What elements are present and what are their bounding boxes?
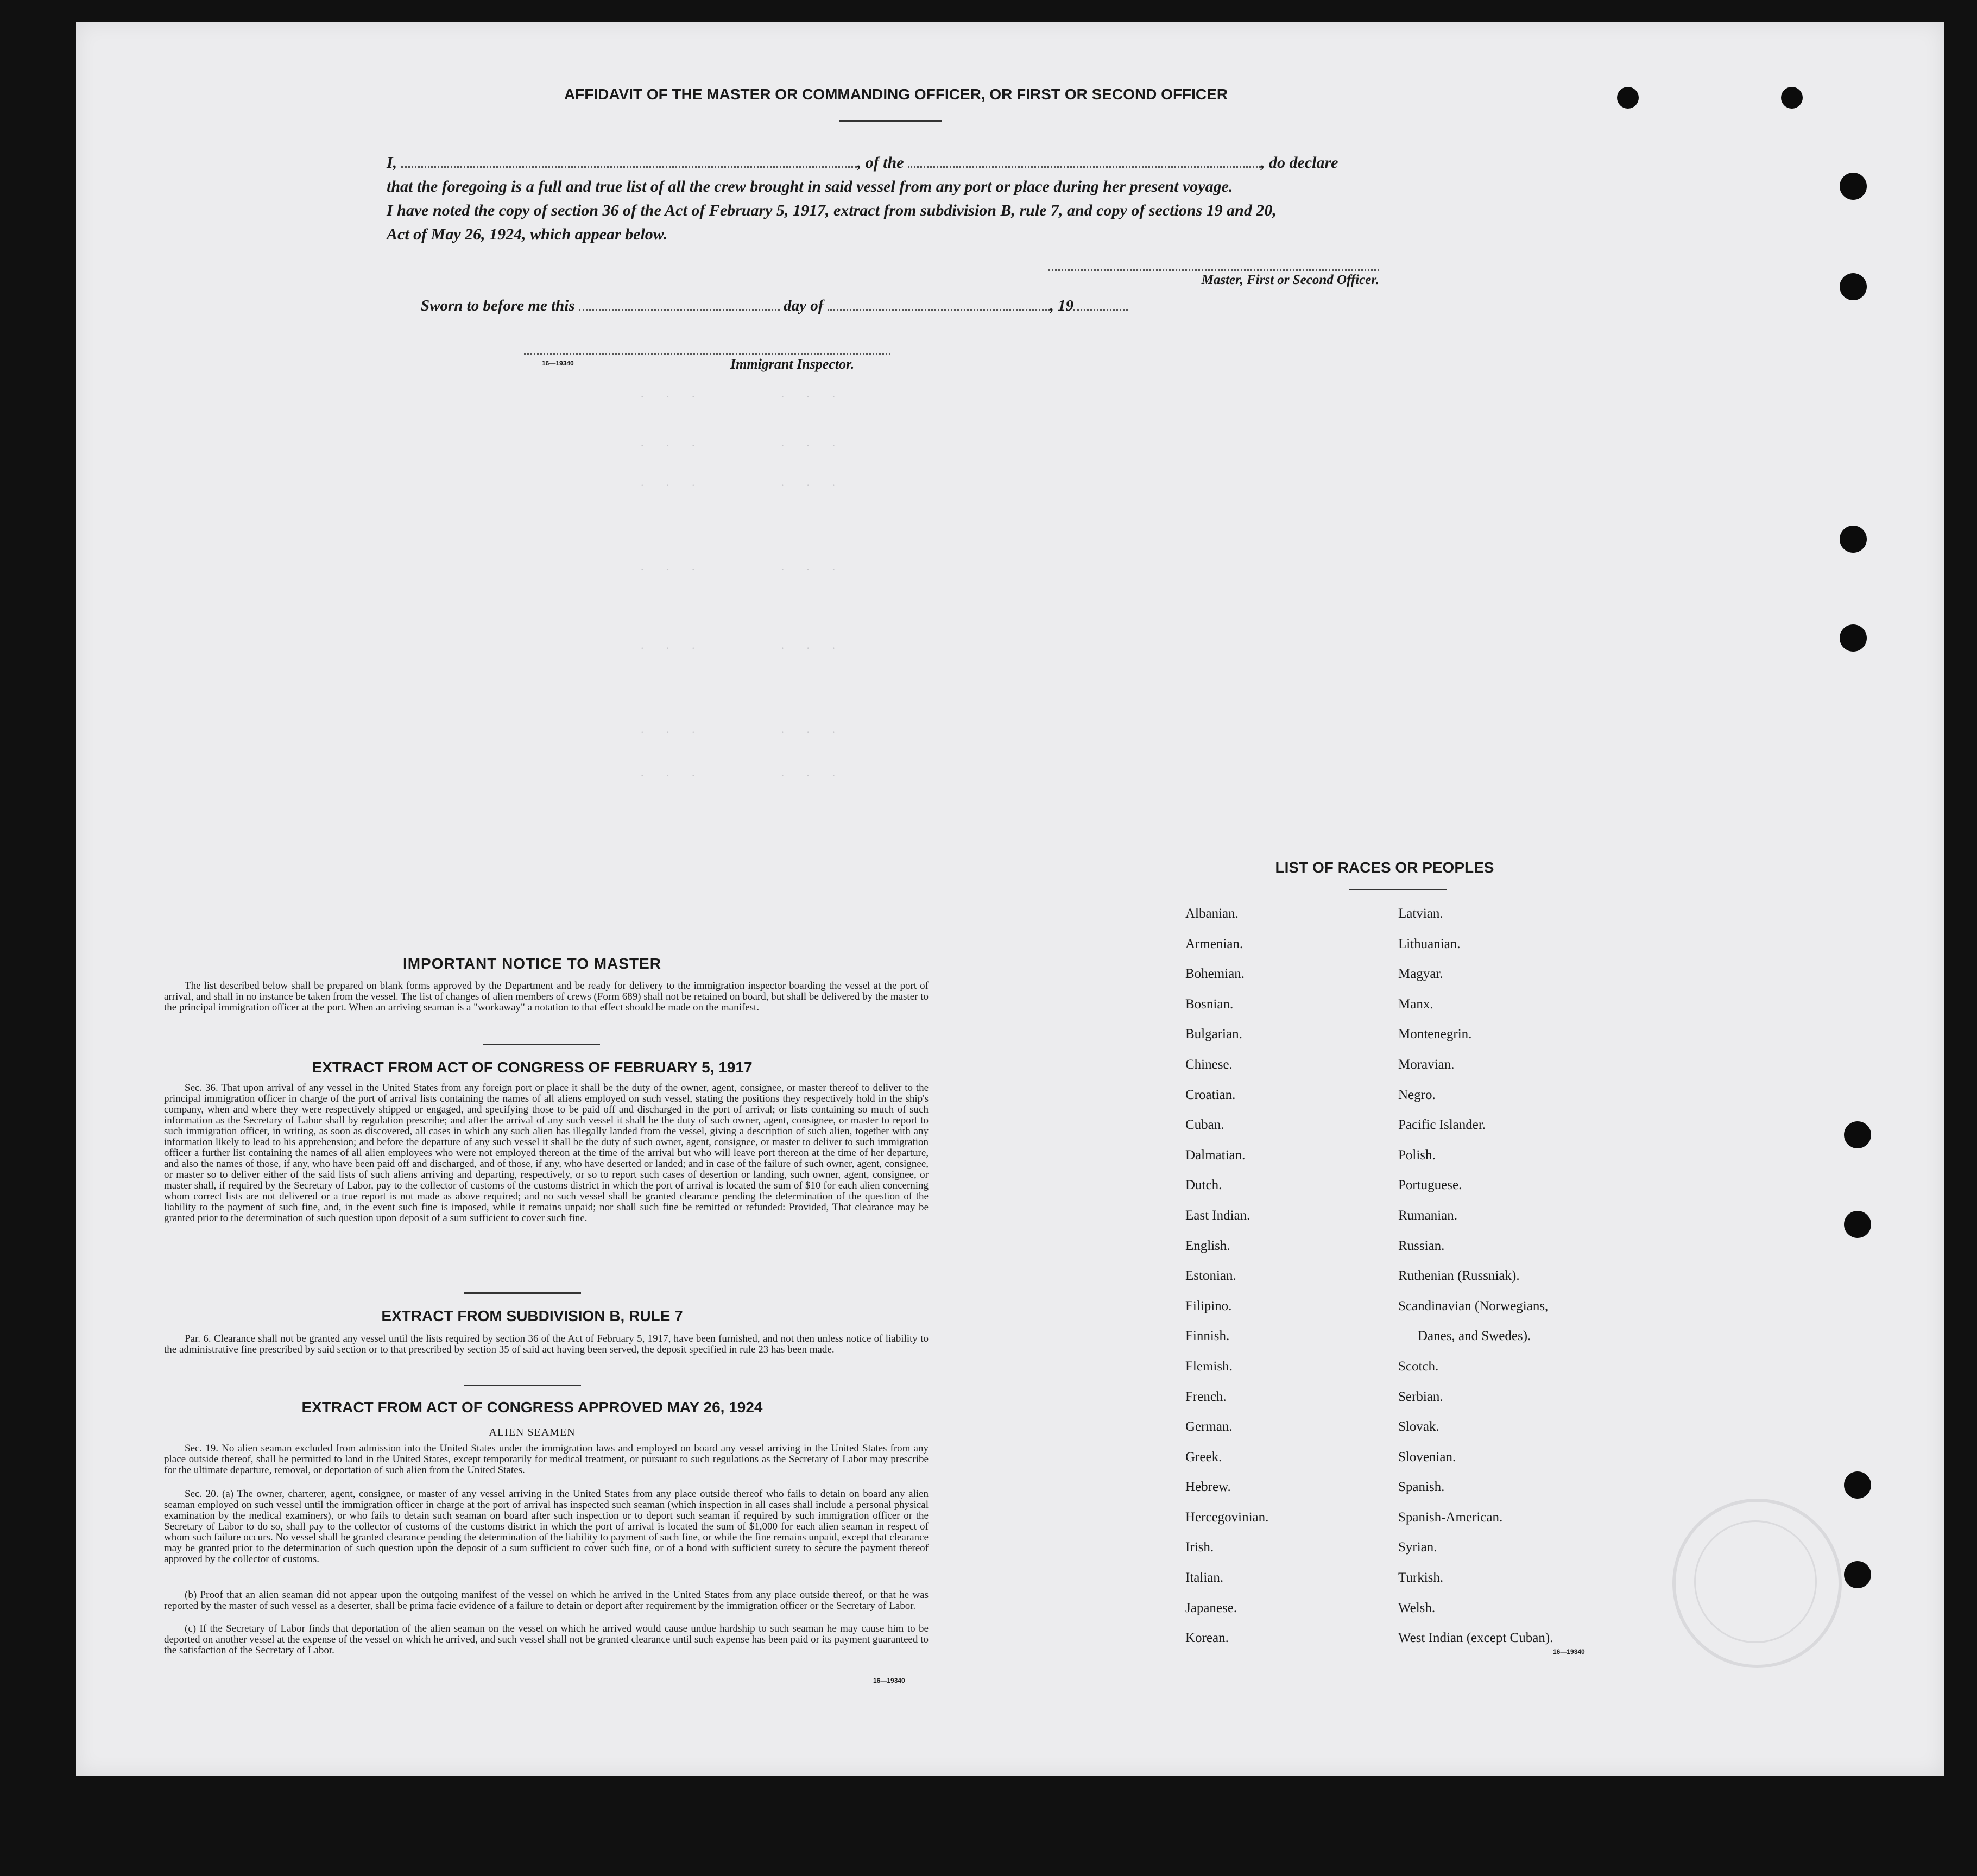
race-item: Montenegrin. [1398, 1027, 1472, 1042]
race-item: Dalmatian. [1185, 1147, 1246, 1163]
race-item: Chinese. [1185, 1057, 1233, 1072]
inspector-signature-line[interactable] [524, 353, 890, 355]
punch-hole [1781, 87, 1803, 109]
race-item: English. [1185, 1238, 1230, 1253]
extract-rule7-title: EXTRACT FROM SUBDIVISION B, RULE 7 [381, 1307, 683, 1324]
race-item: Serbian. [1398, 1389, 1443, 1404]
race-item: Korean. [1185, 1631, 1229, 1646]
extract-1924-sec20a: Sec. 20. (a) The owner, charterer, agent, consignee, or master of any vessel arriving in the United States from any place outside thereof who fails to detain on board any alien seaman employed on such vessel until the immigration officer in charge at the port of arrival has inspected such seaman (which inspection in all cases shall include a personal physical examination by the medical examiners), or who fails to detain such seaman on board after such inspection or to deport such seaman if required by such immigration officer or the Secretary of Labor to do so, shall pay to the collector of customs of the customs district in which the port of arrival is located the sum of $1,000 for each alien seaman in respect of whom such failure occurs. No vessel shall be granted clearance pending the determination of the liability to payment of such fine, or while the fine remains unpaid, except that clearance may be granted prior to the determination of such question upon the deposit of a sum sufficient to cover such fine, or of a bond with sufficient surety to secure the payment thereof approved by the collector of customs. [164, 1488, 929, 1565]
affidavit-title: AFFIDAVIT OF THE MASTER OR COMMANDING OFFICER, OR FIRST OR SECOND OFFICER [564, 86, 1228, 103]
race-item: Danes, and Swedes). [1418, 1329, 1531, 1344]
form-number-bottom: 16—19340 [873, 1677, 905, 1684]
section-divider [464, 1385, 581, 1386]
race-item: Magyar. [1398, 967, 1443, 982]
affidavit-line-4: Act of May 26, 1924, which appear below. [387, 225, 668, 243]
punch-hole [1844, 1121, 1871, 1148]
race-item: Bulgarian. [1185, 1027, 1242, 1042]
race-item: French. [1185, 1389, 1227, 1404]
extract-1924-sec20c: (c) If the Secretary of Labor finds that deportation of the alien seaman on the vessel on which he arrived would cause undue hardship to such seaman he may cause him to be deported on another vessel at the expense of the vessel on which he arrived, and such vessel shall not be granted clearance until such expense has been paid or its payment guaranteed to the satisfaction of the Secretary of Labor. [164, 1623, 929, 1656]
race-item: Negro. [1398, 1087, 1436, 1102]
race-item: Estonian. [1185, 1268, 1236, 1284]
race-item: Scandinavian (Norwegians, [1398, 1298, 1549, 1313]
race-item: Hebrew. [1185, 1480, 1231, 1495]
sworn-day-field[interactable] [579, 308, 780, 311]
bleedthrough-marks: . . . . . . [641, 559, 845, 573]
signature-line[interactable] [1048, 269, 1379, 271]
day-of-label: day of [784, 297, 824, 314]
affidavit-line-2: that the foregoing is a full and true list of all the crew brought in said vessel from any port or place during her present voyage. [387, 178, 1233, 195]
races-title: LIST OF RACES OR PEOPLES [1275, 859, 1494, 876]
form-number-top: 16—19340 [542, 359, 574, 367]
section-divider [464, 1292, 581, 1294]
race-item: East Indian. [1185, 1208, 1250, 1223]
sworn-label: Sworn to before me this [421, 297, 575, 314]
inspector-caption: Immigrant Inspector. [730, 356, 855, 372]
race-item: Irish. [1185, 1540, 1214, 1555]
race-item: Bohemian. [1185, 967, 1245, 982]
punch-hole [1844, 1561, 1871, 1588]
race-item: German. [1185, 1419, 1233, 1435]
race-item: Japanese. [1185, 1600, 1237, 1615]
extract-1917-title: EXTRACT FROM ACT OF CONGRESS OF FEBRUARY 5, 1917 [312, 1059, 753, 1076]
race-item: West Indian (except Cuban). [1398, 1631, 1553, 1646]
title-underline [839, 120, 942, 122]
punch-hole [1617, 87, 1639, 109]
affidavit-line-3: I have noted the copy of section 36 of the Act of February 5, 1917, extract from subdivision B, rule 7, and copy of sections 19 and 20, [387, 201, 1277, 219]
race-item: Dutch. [1185, 1178, 1222, 1193]
race-item: Manx. [1398, 996, 1433, 1012]
affidavit-line-1 [387, 151, 1403, 175]
race-item: Greek. [1185, 1449, 1222, 1464]
sworn-line [421, 297, 1128, 315]
sworn-year-field[interactable] [1073, 308, 1128, 311]
extract-rule7-body: Par. 6. Clearance shall not be granted any vessel until the lists required by section 36 of the Act of February 5, 1917, have been furnished, and not then unless notice of liability to the administrative fine prescribed by said section or to that prescribed by section 35 of said act having been served, the deposit specified in rule 23 has been made. [164, 1333, 929, 1355]
race-item: Lithuanian. [1398, 936, 1461, 951]
race-item: Albanian. [1185, 906, 1239, 921]
sworn-month-field[interactable] [828, 308, 1050, 311]
affidavit-body [387, 151, 1403, 247]
race-item: Finnish. [1185, 1329, 1230, 1344]
race-item: Slovak. [1398, 1419, 1439, 1435]
i-label: I, [387, 154, 397, 172]
race-item: Scotch. [1398, 1359, 1439, 1374]
seal-bleedthrough-inner [1694, 1520, 1817, 1643]
extract-1924-sec19: Sec. 19. No alien seaman excluded from admission into the United States under the immigration laws and employed on board any vessel arriving in the United States from any place outside thereof, shall be permitted to land in the United States, except temporarily for medical treatment, or pursuant to such regulations as the Secretary of Labor may prescribe for the ultimate departure, removal, or deportation of such alien from the United States. [164, 1443, 929, 1476]
vessel-field[interactable] [908, 166, 1261, 168]
race-item: Syrian. [1398, 1540, 1437, 1555]
name-field[interactable] [401, 166, 857, 168]
race-item: Latvian. [1398, 906, 1443, 921]
races-right-column [1398, 899, 1553, 1653]
year-label: , 19 [1050, 297, 1074, 314]
notice-body: The list described below shall be prepared on blank forms approved by the Department and be ready for delivery to the immigration inspector boarding the vessel at the port of arrival, and shall in no instance be taken from the vessel. The list of changes of alien members of crews (Form 689) shall not be retained on board, but shall be delivered by the master to the principal immigration officer at the port. When an arriving seaman is a "workaway" a notation to that effect should be made on the manifest. [164, 980, 929, 1013]
extract-1924-sec20b: (b) Proof that an alien seaman did not appear upon the outgoing manifest of the vessel on which he arrived in the United States from any place outside thereof, or that he was reported by the master of such vessel as a deserter, shall be prima facie evidence of a failure to detain or deport after requirement by the immigration officer or the Secretary of Labor. [164, 1589, 929, 1612]
race-item: Cuban. [1185, 1117, 1224, 1133]
race-item: Pacific Islander. [1398, 1117, 1486, 1133]
punch-hole [1840, 526, 1867, 553]
race-item: Ruthenian (Russniak). [1398, 1268, 1520, 1284]
race-item: Rumanian. [1398, 1208, 1458, 1223]
race-item: Portuguese. [1398, 1178, 1462, 1193]
punch-hole [1840, 624, 1867, 652]
bleedthrough-marks: . . . . . . [641, 722, 845, 736]
race-item: Russian. [1398, 1238, 1445, 1253]
races-form-number: 16—19340 [1553, 1648, 1585, 1656]
race-item: Italian. [1185, 1570, 1224, 1586]
declare-label: , do declare [1261, 154, 1338, 172]
race-item: Hercegovinian. [1185, 1509, 1269, 1525]
race-item: Flemish. [1185, 1359, 1233, 1374]
section-divider [483, 1044, 600, 1045]
race-item: Bosnian. [1185, 996, 1234, 1012]
punch-hole [1840, 273, 1867, 300]
of-the-label: , of the [857, 154, 904, 172]
race-item: Moravian. [1398, 1057, 1455, 1072]
race-item: Armenian. [1185, 936, 1243, 951]
race-item: Spanish-American. [1398, 1509, 1503, 1525]
punch-hole [1840, 173, 1867, 200]
bleedthrough-marks: . . . . . . [641, 475, 845, 489]
bleedthrough-marks: . . . . . . [641, 435, 845, 449]
punch-hole [1844, 1471, 1871, 1499]
extract-1917-body: Sec. 36. That upon arrival of any vessel in the United States from any foreign port or place it shall be the duty of the owner, agent, consignee, or master thereof to deliver to the principal immigration officer in charge of the port of arrival lists containing the names of all aliens employed on such vessel, stating the positions they respectively hold in the ship's company, when and where they were respectively shipped or engaged, and specifying those to be paid off and discharged in the port of arrival; or lists containing so much of such information as the Secretary of Labor shall by regulation prescribe; and after the arrival of any such vessel it shall be the duty of such owner, agent, consignee, or master to report to such immigration officer, in writing, as soon as discovered, all cases in which any such alien has illegally landed from the vessel, giving a description of such alien, together with any information likely to lead to his apprehension; and before the departure of any such vessel it shall be the duty of such owner, agent, consignee, or master to deliver to such immigration officer a further list containing the names of all alien employees who were not employed thereon at the time of the arrival but who will leave port thereon at the time of her departure, and also the names of those, if any, who have been paid off and discharged, and of those, if any, who have deserted or landed; and in case of the failure of such owner, agent, consignee, or master so to deliver either of the said lists of such aliens arriving and departing, respectively, or so to report such cases of desertion or landing, such owner, agent, consignee, or master shall, if required by the Secretary of Labor, pay to the collector of customs of the customs district in which the port of arrival is located the sum of $10 for each alien concerning whom correct lists are not delivered or a true report is not made as above required; and no such vessel shall be granted clearance pending the determination of the question of the liability to the payment of such fine, and, in the event such fine is imposed, while it remains unpaid; nor shall such fine be remitted or refunded: Provided, That clearance may be granted prior to the determination of such question upon deposit of a sum sufficient to cover such fine. [164, 1082, 929, 1224]
extract-1924-title: EXTRACT FROM ACT OF CONGRESS APPROVED MAY 26, 1924 [301, 1399, 763, 1416]
bleedthrough-marks: . . . . . . [641, 766, 845, 779]
punch-hole [1844, 1211, 1871, 1238]
race-item: Turkish. [1398, 1570, 1444, 1586]
race-item: Slovenian. [1398, 1449, 1456, 1464]
alien-seamen-subtitle: ALIEN SEAMEN [489, 1426, 576, 1438]
bleedthrough-marks: . . . . . . [641, 387, 845, 400]
race-item: Croatian. [1185, 1087, 1236, 1102]
bleedthrough-marks: . . . . . . [641, 638, 845, 652]
notice-title: IMPORTANT NOTICE TO MASTER [402, 955, 662, 972]
race-item: Welsh. [1398, 1600, 1436, 1615]
race-item: Polish. [1398, 1147, 1436, 1163]
races-title-underline [1349, 889, 1447, 890]
races-left-column [1185, 899, 1268, 1653]
race-item: Spanish. [1398, 1480, 1445, 1495]
race-item: Filipino. [1185, 1298, 1232, 1313]
signature-caption: Master, First or Second Officer. [1201, 273, 1379, 287]
